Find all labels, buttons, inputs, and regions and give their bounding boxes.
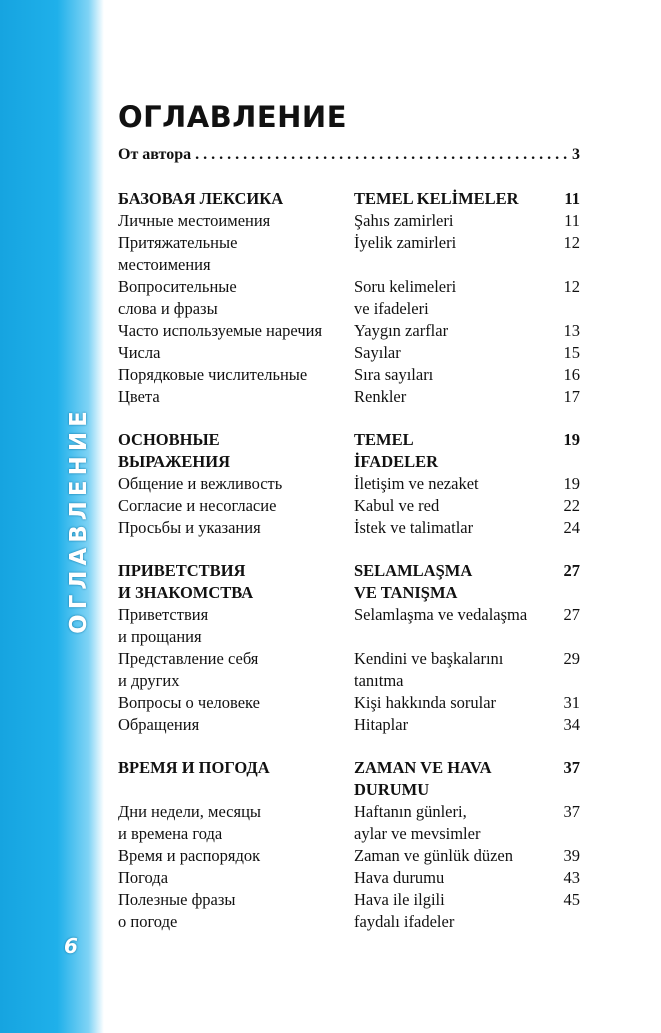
toc-russian-title-line: БАЗОВАЯ ЛЕКСИКА xyxy=(118,189,284,208)
toc-russian-title-line: Просьбы и указания xyxy=(118,518,261,537)
toc-russian-title xyxy=(118,232,354,276)
toc-turkish-title-line: Haftanın günleri, xyxy=(354,802,467,821)
toc-page-number: 19 xyxy=(563,430,580,449)
toc-russian-title-line: и времена года xyxy=(118,824,223,843)
toc-turkish-title-line: Sıra sayıları xyxy=(354,365,434,384)
toc-russian-title xyxy=(118,889,354,933)
toc-russian-title-line: ВЫРАЖЕНИЯ xyxy=(118,452,230,471)
page-title: ОГЛАВЛЕНИЕ xyxy=(118,100,348,134)
toc-page-number: 29 xyxy=(563,649,580,668)
toc-russian-title-line: Часто используемые наречия xyxy=(118,321,323,340)
toc-russian-title xyxy=(118,364,354,386)
toc-entry[interactable] xyxy=(118,495,580,517)
toc-turkish-title xyxy=(354,757,550,801)
toc-page-number: 12 xyxy=(563,277,580,296)
toc-turkish-title-line: Selamlaşma ve vedalaşma xyxy=(354,605,528,624)
toc-turkish-title xyxy=(354,692,550,714)
toc-turkish-title-line: TEMEL xyxy=(354,430,414,449)
toc-russian-title-line: Цвета xyxy=(118,387,160,406)
toc-turkish-title-line: Kişi hakkında sorular xyxy=(354,693,497,712)
toc-turkish-title-line: İstek ve talimatlar xyxy=(354,518,474,537)
toc-turkish-title-line: Soru kelimeleri xyxy=(354,277,457,296)
toc-section xyxy=(118,188,580,408)
toc-page-number: 11 xyxy=(564,189,580,208)
toc-page-number: 31 xyxy=(563,693,580,712)
toc-entry[interactable] xyxy=(118,801,580,845)
page-number: 6 xyxy=(64,934,78,958)
toc-turkish-title-line: Kabul ve red xyxy=(354,496,440,515)
toc-turkish-title xyxy=(354,342,550,364)
table-of-contents xyxy=(118,188,580,954)
toc-russian-title-line: о погоде xyxy=(118,912,178,931)
toc-turkish-title-line: ZAMAN VE HAVA xyxy=(354,758,492,777)
toc-russian-title xyxy=(118,560,354,604)
toc-turkish-title xyxy=(354,429,550,473)
toc-russian-title xyxy=(118,276,354,320)
toc-turkish-title-line: aylar ve mevsimler xyxy=(354,824,481,843)
toc-russian-title xyxy=(118,342,354,364)
toc-entry[interactable] xyxy=(118,517,580,539)
toc-turkish-title xyxy=(354,364,550,386)
toc-turkish-title xyxy=(354,648,550,692)
toc-turkish-title xyxy=(354,889,550,933)
toc-page-number: 43 xyxy=(563,868,580,887)
toc-russian-title-line: ПРИВЕТСТВИЯ xyxy=(118,561,246,580)
toc-entry[interactable] xyxy=(118,604,580,648)
toc-russian-title xyxy=(118,210,354,232)
toc-russian-title xyxy=(118,429,354,473)
toc-page-number: 37 xyxy=(563,802,580,821)
toc-russian-title xyxy=(118,495,354,517)
toc-turkish-title xyxy=(354,210,550,232)
toc-russian-title-line: Числа xyxy=(118,343,161,362)
toc-turkish-title-line: VE TANIŞMA xyxy=(354,583,458,602)
toc-author-row[interactable] xyxy=(118,146,580,164)
toc-russian-title-line: И ЗНАКОМСТВА xyxy=(118,583,254,602)
toc-entry[interactable] xyxy=(118,342,580,364)
toc-section xyxy=(118,429,580,539)
toc-turkish-title-line: Hava ile ilgili xyxy=(354,890,445,909)
toc-turkish-title-line: Renkler xyxy=(354,387,407,406)
toc-entry[interactable] xyxy=(118,386,580,408)
toc-section-heading[interactable] xyxy=(118,429,580,473)
toc-author-page: 3 xyxy=(572,146,580,163)
toc-russian-title-line: Порядковые числительные xyxy=(118,365,308,384)
toc-entry[interactable] xyxy=(118,473,580,495)
toc-page-number: 24 xyxy=(563,518,580,537)
toc-entry[interactable] xyxy=(118,648,580,692)
toc-russian-title xyxy=(118,757,354,801)
toc-turkish-title xyxy=(354,560,550,604)
toc-page-number: 34 xyxy=(563,715,580,734)
toc-russian-title xyxy=(118,867,354,889)
toc-page-number: 17 xyxy=(563,387,580,406)
toc-entry[interactable] xyxy=(118,320,580,342)
toc-page-number: 45 xyxy=(563,890,580,909)
toc-section-heading[interactable] xyxy=(118,560,580,604)
toc-section xyxy=(118,560,580,736)
toc-russian-title xyxy=(118,714,354,736)
toc-russian-title-line: Личные местоимения xyxy=(118,211,271,230)
toc-entry[interactable] xyxy=(118,889,580,933)
toc-russian-title-line: Время и распорядок xyxy=(118,846,261,865)
toc-turkish-title xyxy=(354,495,550,517)
toc-russian-title xyxy=(118,320,354,342)
toc-author-label: От автора xyxy=(118,146,192,163)
toc-turkish-title-line: İyelik zamirleri xyxy=(354,233,457,252)
toc-russian-title-line: Обращения xyxy=(118,715,200,734)
toc-turkish-title xyxy=(354,320,550,342)
dot-leader xyxy=(195,146,568,164)
toc-turkish-title-line: İletişim ve nezaket xyxy=(354,474,479,493)
toc-turkish-title-line: Kendini ve başkalarını xyxy=(354,649,504,668)
toc-section xyxy=(118,757,580,933)
toc-russian-title-line: Полезные фразы xyxy=(118,890,236,909)
toc-turkish-title-line: Hava durumu xyxy=(354,868,445,887)
toc-russian-title-line: Приветствия xyxy=(118,605,209,624)
toc-turkish-title xyxy=(354,188,550,210)
toc-turkish-title xyxy=(354,276,550,320)
toc-turkish-title xyxy=(354,714,550,736)
toc-turkish-title xyxy=(354,517,550,539)
toc-entry[interactable] xyxy=(118,210,580,232)
toc-page-number: 27 xyxy=(563,561,580,580)
toc-russian-title xyxy=(118,648,354,692)
toc-page-number: 19 xyxy=(563,474,580,493)
toc-section-heading[interactable] xyxy=(118,757,580,801)
toc-russian-title-line: Общение и вежливость xyxy=(118,474,283,493)
toc-turkish-title-line: SELAMLAŞMA xyxy=(354,561,473,580)
toc-turkish-title-line: Şahıs zamirleri xyxy=(354,211,454,230)
toc-russian-title-line: Погода xyxy=(118,868,169,887)
toc-russian-title xyxy=(118,692,354,714)
toc-page-number: 22 xyxy=(563,496,580,515)
toc-turkish-title-line: Hitaplar xyxy=(354,715,409,734)
toc-russian-title-line: Вопросительные xyxy=(118,277,237,296)
sidebar-title: ОГЛАВЛЕНИЕ xyxy=(66,406,92,634)
toc-entry[interactable] xyxy=(118,714,580,736)
toc-russian-title xyxy=(118,473,354,495)
toc-section-heading[interactable] xyxy=(118,188,580,210)
toc-russian-title-line: местоимения xyxy=(118,255,211,274)
toc-turkish-title-line: TEMEL KELİMELER xyxy=(354,189,519,208)
toc-turkish-title-line: DURUMU xyxy=(354,780,430,799)
toc-turkish-title-line: Yaygın zarflar xyxy=(354,321,449,340)
toc-turkish-title xyxy=(354,604,550,648)
toc-russian-title xyxy=(118,801,354,845)
toc-russian-title-line: Вопросы о человеке xyxy=(118,693,260,712)
toc-turkish-title xyxy=(354,867,550,889)
toc-page-number: 16 xyxy=(563,365,580,384)
toc-page-number: 13 xyxy=(563,321,580,340)
toc-turkish-title xyxy=(354,386,550,408)
toc-turkish-title-line: Zaman ve günlük düzen xyxy=(354,846,513,865)
toc-russian-title-line: слова и фразы xyxy=(118,299,218,318)
toc-turkish-title xyxy=(354,232,550,276)
toc-page-number: 27 xyxy=(563,605,580,624)
toc-page-number: 39 xyxy=(563,846,580,865)
toc-turkish-title-line: Sayılar xyxy=(354,343,401,362)
toc-entry[interactable] xyxy=(118,364,580,386)
toc-turkish-title-line: faydalı ifadeler xyxy=(354,912,455,931)
toc-entry[interactable] xyxy=(118,232,580,276)
toc-turkish-title-line: İFADELER xyxy=(354,452,439,471)
toc-turkish-title xyxy=(354,801,550,845)
toc-entry[interactable] xyxy=(118,867,580,889)
toc-turkish-title xyxy=(354,473,550,495)
toc-entry[interactable] xyxy=(118,845,580,867)
toc-entry[interactable] xyxy=(118,692,580,714)
toc-page-number: 11 xyxy=(564,211,580,230)
toc-turkish-title-line: tanıtma xyxy=(354,671,404,690)
toc-russian-title-line: ВРЕМЯ И ПОГОДА xyxy=(118,758,270,777)
toc-russian-title-line: ОСНОВНЫЕ xyxy=(118,430,220,449)
toc-russian-title xyxy=(118,188,354,210)
toc-russian-title xyxy=(118,386,354,408)
toc-russian-title xyxy=(118,517,354,539)
toc-russian-title-line: и других xyxy=(118,671,180,690)
toc-russian-title-line: Представление себя xyxy=(118,649,259,668)
toc-russian-title xyxy=(118,604,354,648)
toc-russian-title-line: Дни недели, месяцы xyxy=(118,802,262,821)
toc-page-number: 15 xyxy=(563,343,580,362)
toc-russian-title-line: и прощания xyxy=(118,627,202,646)
toc-page-number: 37 xyxy=(563,758,580,777)
toc-entry[interactable] xyxy=(118,276,580,320)
toc-russian-title-line: Согласие и несогласие xyxy=(118,496,277,515)
toc-russian-title xyxy=(118,845,354,867)
toc-turkish-title xyxy=(354,845,550,867)
toc-russian-title-line: Притяжательные xyxy=(118,233,238,252)
toc-turkish-title-line: ve ifadeleri xyxy=(354,299,429,318)
toc-page-number: 12 xyxy=(563,233,580,252)
